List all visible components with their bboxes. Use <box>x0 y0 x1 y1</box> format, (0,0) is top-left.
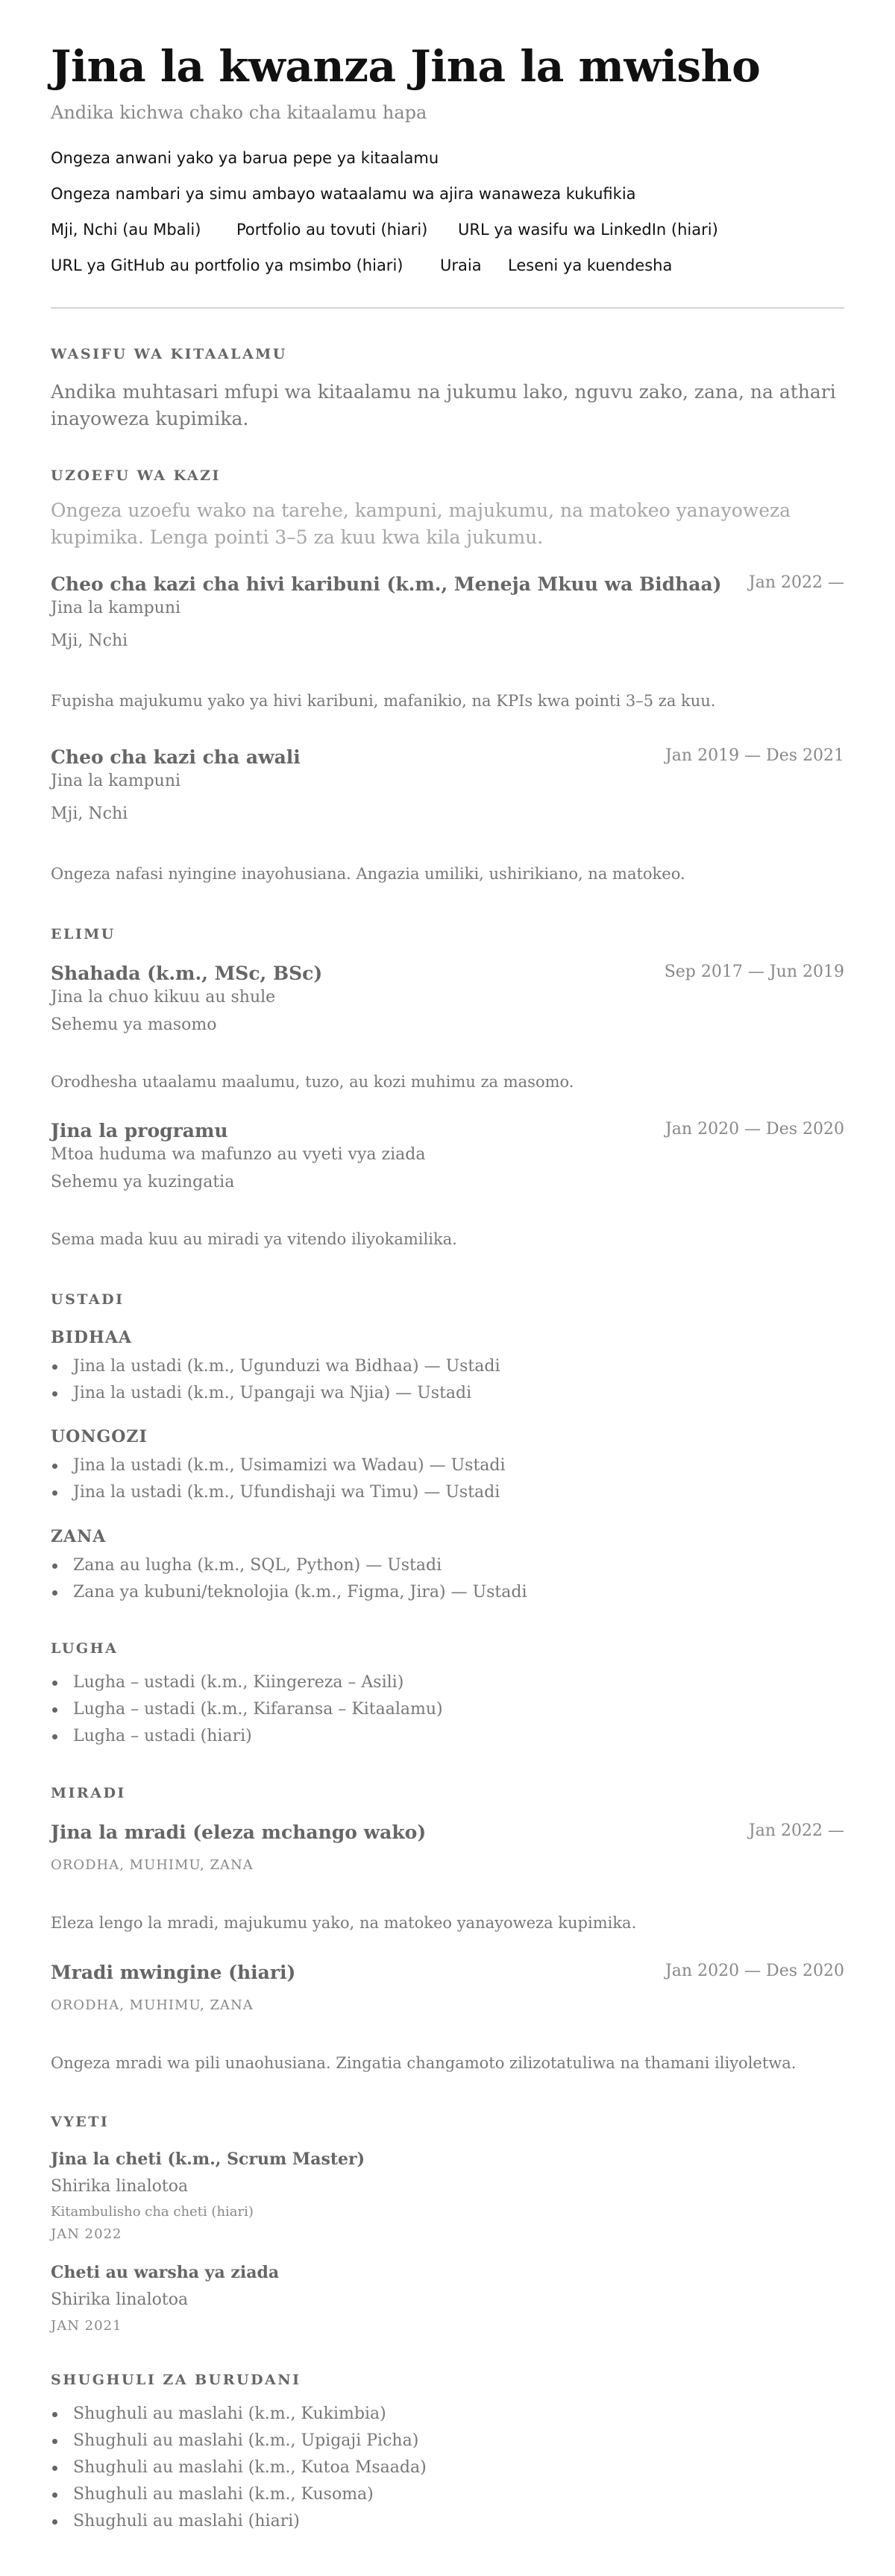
education-title: Shahada (k.m., MSc, BSc) <box>51 963 323 984</box>
certificate-date: JAN 2022 <box>51 2226 122 2242</box>
education-field: Sehemu ya kuzingatia <box>51 1173 235 1191</box>
bullet-icon <box>52 1364 57 1370</box>
job-company: Jina la kampuni <box>51 772 181 790</box>
projects-heading: MIRADI <box>51 1785 126 1801</box>
education-heading: ELIMU <box>51 926 116 942</box>
languages-heading: LUGHA <box>51 1640 119 1657</box>
project-description: Eleza lengo la mradi, majukumu yako, na matokeo yanayoweza kupimika. <box>51 1914 637 1932</box>
job-description: Fupisha majukumu yako ya hivi karibuni, mafanikio, na KPIs kwa pointi 3–5 za kuu. <box>51 692 716 710</box>
bullet-icon <box>52 1563 57 1569</box>
job-date: Jan 2019 — Des 2021 <box>665 746 844 765</box>
project-description: Ongeza mradi wa pili unaohusiana. Zingatia changamoto zilizotatuliwa na thamani iliyoletwa. <box>51 2054 797 2072</box>
email-line: Ongeza anwani yako ya barua pepe ya kitaalamu <box>51 149 439 167</box>
skill-item: Jina la ustadi (k.m., Ugunduzi wa Bidhaa) — Ustadi <box>51 1353 500 1380</box>
hobby-item: Shughuli au maslahi (k.m., Upigaji Picha) <box>51 2428 427 2454</box>
certificate-issuer: Shirika linalotoa <box>51 2177 189 2196</box>
education-field: Sehemu ya masomo <box>51 1015 217 1034</box>
summary-heading: WASIFU WA KITAALAMU <box>51 346 287 362</box>
certificates-heading: VYETI <box>51 2114 110 2130</box>
skill-group-title: UONGOZI <box>51 1427 148 1446</box>
bullet-icon <box>52 1391 57 1396</box>
project-date: Jan 2022 — <box>748 1821 844 1840</box>
bullet-icon <box>52 1490 57 1496</box>
bullet-icon <box>52 2466 57 2471</box>
summary-text: Andika muhtasari mfupi wa kitaalamu na jukumu lako, nguvu zako, zana, na athari inayoweza kupimika. <box>51 381 836 429</box>
certificate-date: JAN 2021 <box>51 2318 122 2334</box>
skill-list <box>51 1552 527 1606</box>
skill-list <box>51 1452 506 1506</box>
project-tags: ORODHA, MUHIMU, ZANA <box>51 1997 254 2013</box>
language-item: Lugha – ustadi (k.m., Kiingereza – Asili) <box>51 1669 443 1696</box>
language-item: Lugha – ustadi (k.m., Kifaransa – Kitaalamu) <box>51 1696 443 1723</box>
bullet-icon <box>52 1707 57 1713</box>
language-item: Lugha – ustadi (hiari) <box>51 1723 443 1750</box>
certificate-title: Jina la cheti (k.m., Scrum Master) <box>51 2150 365 2169</box>
skill-item: Zana au lugha (k.m., SQL, Python) — Ustadi <box>51 1552 527 1579</box>
citizenship-item: Uraia <box>440 256 482 274</box>
experience-heading: UZOEFU WA KAZI <box>51 467 221 484</box>
project-title: Jina la mradi (eleza mchango wako) <box>51 1821 427 1843</box>
header-divider <box>51 307 844 309</box>
education-description: Orodhesha utaalamu maalumu, tuzo, au kozi muhimu za masomo. <box>51 1073 574 1091</box>
bullet-icon <box>52 1734 57 1739</box>
job-description: Ongeza nafasi nyingine inayohusiana. Angazia umiliki, ushirikiano, na matokeo. <box>51 865 685 883</box>
hobbies-heading: SHUGHULI ZA BURUDANI <box>51 2372 301 2388</box>
skills-heading: USTADI <box>51 1291 125 1308</box>
certificate-title: Cheti au warsha ya ziada <box>51 2263 280 2282</box>
job-location: Mji, Nchi <box>51 632 128 650</box>
bullet-icon <box>52 2519 57 2525</box>
full-name: Jina la kwanza Jina la mwisho <box>51 41 761 92</box>
skill-group-title: BIDHAA <box>51 1328 132 1347</box>
certificate-id: Kitambulisho cha cheti (hiari) <box>51 2204 254 2220</box>
education-school: Jina la chuo kikuu au shule <box>51 988 276 1007</box>
bullet-icon <box>52 2412 57 2417</box>
job-title: Cheo cha kazi cha hivi karibuni (k.m., Meneja Mkuu wa Bidhaa) <box>51 573 722 595</box>
portfolio-link[interactable]: Portfolio au tovuti (hiari) <box>236 221 428 239</box>
bullet-icon <box>52 2439 57 2444</box>
project-title: Mradi mwingine (hiari) <box>51 1962 296 1983</box>
hobby-item: Shughuli au maslahi (hiari) <box>51 2508 427 2535</box>
job-date: Jan 2022 — <box>748 573 844 592</box>
skill-item: Jina la ustadi (k.m., Upangaji wa Njia) — Ustadi <box>51 1380 500 1407</box>
education-date: Jan 2020 — Des 2020 <box>665 1120 844 1139</box>
drivers-license-item: Leseni ya kuendesha <box>508 256 673 274</box>
skill-item: Jina la ustadi (k.m., Usimamizi wa Wadau) — Ustadi <box>51 1452 506 1479</box>
github-link[interactable]: URL ya GitHub au portfolio ya msimbo (hiari) <box>51 256 403 274</box>
bullet-icon <box>52 1681 57 1686</box>
education-date: Sep 2017 — Jun 2019 <box>664 963 844 981</box>
hobby-item: Shughuli au maslahi (k.m., Kusoma) <box>51 2481 427 2508</box>
project-tags: ORODHA, MUHIMU, ZANA <box>51 1857 254 1873</box>
certificate-issuer: Shirika linalotoa <box>51 2290 189 2309</box>
experience-hint: Ongeza uzoefu wako na tarehe, kampuni, majukumu, na matokeo yanayoweza kupimika. Lenga pointi 3–5 za kuu kwa kila jukumu. <box>51 500 791 548</box>
location-link: Mji, Nchi (au Mbali) <box>51 221 201 239</box>
linkedin-link[interactable]: URL ya wasifu wa LinkedIn (hiari) <box>458 221 718 239</box>
skill-item: Jina la ustadi (k.m., Ufundishaji wa Timu) — Ustadi <box>51 1479 506 1506</box>
education-description: Sema mada kuu au miradi ya vitendo iliyokamilika. <box>51 1230 457 1248</box>
headline: Andika kichwa chako cha kitaalamu hapa <box>51 102 427 123</box>
skill-item: Zana ya kubuni/teknolojia (k.m., Figma, Jira) — Ustadi <box>51 1579 527 1606</box>
education-title: Jina la programu <box>51 1120 228 1141</box>
job-company: Jina la kampuni <box>51 599 181 617</box>
hobby-item: Shughuli au maslahi (k.m., Kukimbia) <box>51 2401 427 2428</box>
hobby-list <box>51 2401 427 2535</box>
bullet-icon <box>52 2492 57 2498</box>
language-list <box>51 1669 443 1750</box>
job-title: Cheo cha kazi cha awali <box>51 746 301 768</box>
bullet-icon <box>52 1464 57 1469</box>
project-date: Jan 2020 — Des 2020 <box>665 1962 844 1980</box>
phone-line: Ongeza nambari ya simu ambayo wataalamu wa ajira wanaweza kukufikia <box>51 185 636 203</box>
job-location: Mji, Nchi <box>51 804 128 823</box>
skill-list <box>51 1353 500 1407</box>
hobby-item: Shughuli au maslahi (k.m., Kutoa Msaada) <box>51 2454 427 2481</box>
skill-group-title: ZANA <box>51 1527 107 1546</box>
education-school: Mtoa huduma wa mafunzo au vyeti vya ziada <box>51 1145 426 1164</box>
bullet-icon <box>52 1590 57 1596</box>
